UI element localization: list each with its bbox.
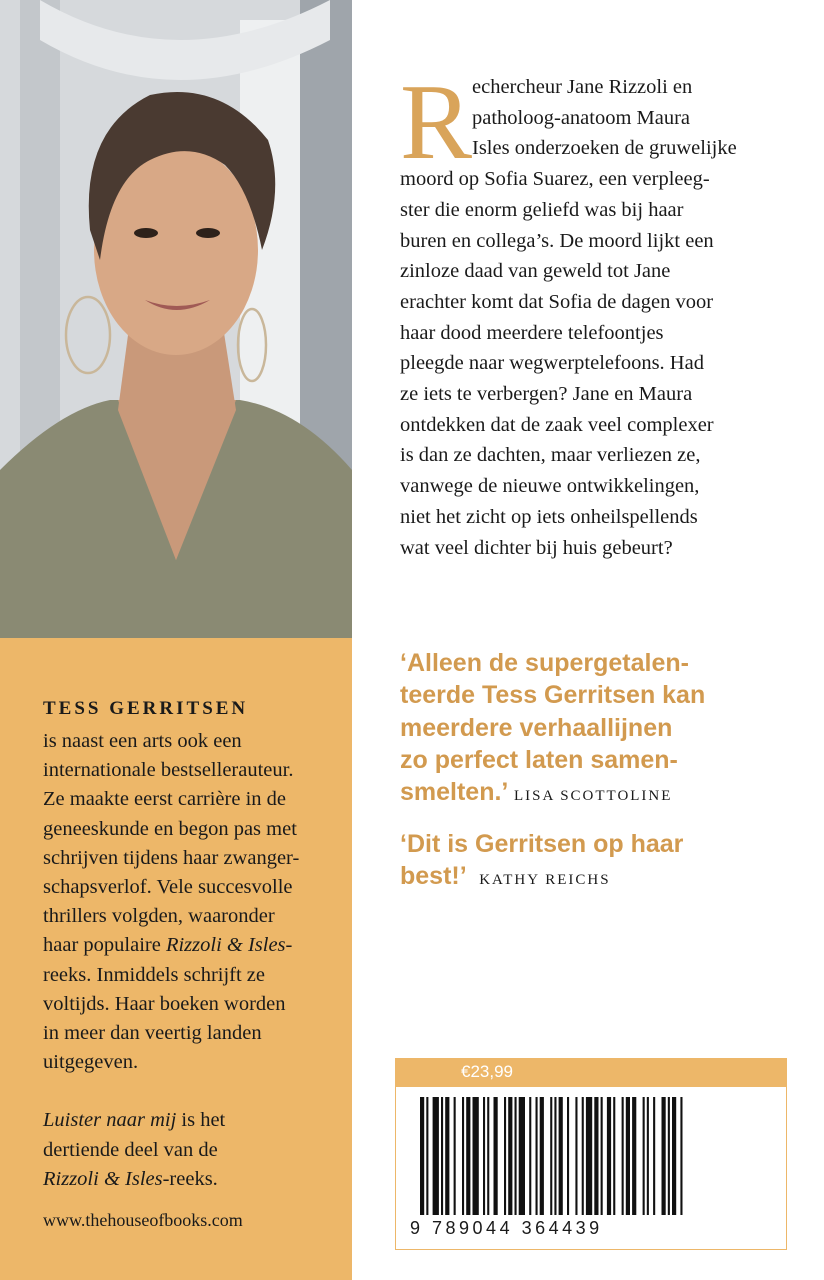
bio-line: is naast een arts ook een <box>43 730 242 752</box>
bio-text: haar populaire <box>43 934 166 957</box>
barcode-bar <box>426 1097 428 1215</box>
author-bio <box>43 727 343 1194</box>
barcode-bar <box>550 1097 552 1215</box>
barcode-bar <box>613 1097 615 1215</box>
barcode-bar <box>594 1097 598 1215</box>
barcode-icon <box>420 1097 765 1215</box>
bio-text: is het <box>176 1109 226 1132</box>
quote-line <box>400 860 800 896</box>
bio-line: uitgegeven. <box>43 1051 139 1074</box>
barcode-bar <box>672 1097 676 1215</box>
bio-line: voltijds. Haar boeken worden <box>43 992 286 1015</box>
blurb-line: echercheur Jane Rizzoli en <box>472 76 693 98</box>
blurb-line: niet het zicht op iets onheilspellends <box>400 505 698 528</box>
barcode-bar <box>554 1097 556 1215</box>
blurb-line: erachter komt dat Sofia de dagen voor <box>400 290 714 313</box>
barcode-bar <box>586 1097 592 1215</box>
blurb-line: moord op Sofia Suarez, een verpleeg- <box>400 168 710 191</box>
blurb-line: patholoog-anatoom Maura <box>472 106 691 129</box>
series-note-line: dertiende deel van de <box>43 1138 218 1161</box>
barcode-bar <box>483 1097 485 1215</box>
blurb-line: ontdekken dat de zaak veel complexer <box>400 413 714 436</box>
barcode-bar <box>662 1097 666 1215</box>
barcode-bar <box>508 1097 512 1215</box>
barcode-bar <box>601 1097 603 1215</box>
barcode-bar <box>575 1097 577 1215</box>
barcode-bar <box>536 1097 538 1215</box>
blurb-line: wat veel dichter bij huis gebeurt? <box>400 536 673 559</box>
quote-attribution: LISA SCOTTOLINE <box>513 788 673 805</box>
isbn-number: 9 789044 364439 <box>410 1218 603 1238</box>
barcode-bar <box>680 1097 682 1215</box>
book-title: Luister naar mij <box>43 1109 177 1132</box>
quote-line: zo perfect laten samen- <box>400 745 678 774</box>
barcode-area <box>395 1086 787 1250</box>
series-name: Rizzoli & Isles <box>43 1167 163 1190</box>
publisher-website-link[interactable]: www.thehouseofbooks.com <box>43 1210 243 1230</box>
barcode-bar <box>487 1097 489 1215</box>
drop-cap: R <box>400 63 473 182</box>
author-name: TESS GERRITSEN <box>43 698 249 719</box>
quote-line: ‘Alleen de supergetalen- <box>400 649 689 677</box>
barcode-bar <box>494 1097 498 1215</box>
blurb-line: zinloze daad van geweld tot Jane <box>400 260 671 283</box>
barcode-bar <box>445 1097 449 1215</box>
series-note-line <box>43 1106 343 1135</box>
barcode-bar <box>643 1097 645 1215</box>
bio-line: Ze maakte eerst carrière in de <box>43 788 286 811</box>
series-note-line <box>43 1165 343 1194</box>
barcode-bar <box>433 1097 439 1215</box>
barcode-bar <box>519 1097 525 1215</box>
barcode-bar <box>632 1097 636 1215</box>
blurb-line: is dan ze dachten, maar verliezen ze, <box>400 444 701 467</box>
author-photo <box>0 0 352 638</box>
barcode-bar <box>529 1097 531 1215</box>
bio-line: thrillers volgden, waaronder <box>43 905 275 928</box>
left-panel <box>0 0 352 1280</box>
review-quote <box>400 647 800 812</box>
bio-text: -reeks. <box>162 1167 218 1190</box>
barcode-bar <box>504 1097 506 1215</box>
barcode-bar <box>454 1097 456 1215</box>
barcode-bar <box>540 1097 544 1215</box>
barcode-bar <box>653 1097 655 1215</box>
price-tag <box>395 1058 787 1086</box>
bio-line <box>43 931 343 960</box>
barcode-bar <box>668 1097 670 1215</box>
bio-text: - <box>285 934 293 957</box>
bio-line: reeks. Inmiddels schrijft ze <box>43 963 266 986</box>
blurb-line: buren en collega’s. De moord lijkt een <box>400 229 714 252</box>
quote-line <box>400 776 800 812</box>
bio-line: schrijven tijdens haar zwanger- <box>43 846 300 869</box>
price: €23,99 <box>461 1062 513 1081</box>
bio-line: schapsverlof. Vele succesvolle <box>43 876 293 899</box>
book-blurb <box>400 63 800 563</box>
bio-line: in meer dan veertig landen <box>43 1022 262 1045</box>
blurb-line: ster die enorm geliefd was bij haar <box>400 198 684 221</box>
bio-line: internationale bestsellerauteur. <box>43 759 294 782</box>
blurb-line: vanwege de nieuwe ontwikkelingen, <box>400 475 700 498</box>
barcode-bar <box>626 1097 630 1215</box>
blurb-line: pleegde naar wegwerptelefoons. Had <box>400 352 704 375</box>
barcode-bar <box>420 1097 424 1215</box>
barcode-bar <box>473 1097 479 1215</box>
quote-line: meerdere verhaallijnen <box>400 713 673 742</box>
barcode-bar <box>559 1097 563 1215</box>
barcode-bar <box>647 1097 649 1215</box>
author-portrait-illustration <box>0 0 352 638</box>
barcode-bar <box>607 1097 611 1215</box>
quote-attribution: KATHY REICHS <box>479 872 611 889</box>
review-quote <box>400 828 800 897</box>
blurb-line: ze iets te verbergen? Jane en Maura <box>400 383 693 406</box>
barcode-bar <box>441 1097 443 1215</box>
barcode-bar <box>466 1097 470 1215</box>
series-name: Rizzoli & Isles <box>165 934 286 957</box>
quote-line: ‘Dit is Gerritsen op haar <box>400 830 684 858</box>
barcode-bar <box>515 1097 517 1215</box>
quote-line: teerde Tess Gerritsen kan <box>400 681 706 710</box>
quote-text: best!’ <box>400 862 466 891</box>
barcode-bar <box>622 1097 624 1215</box>
blurb-line: haar dood meerdere telefoontjes <box>400 321 664 344</box>
barcode-bar <box>582 1097 584 1215</box>
blurb-line: Isles onderzoeken de gruwelijke <box>472 137 737 160</box>
barcode-bar <box>462 1097 464 1215</box>
bio-line: geneeskunde en begon pas met <box>43 817 297 840</box>
barcode-bar <box>567 1097 569 1215</box>
quote-text: smelten.’ <box>400 778 507 807</box>
